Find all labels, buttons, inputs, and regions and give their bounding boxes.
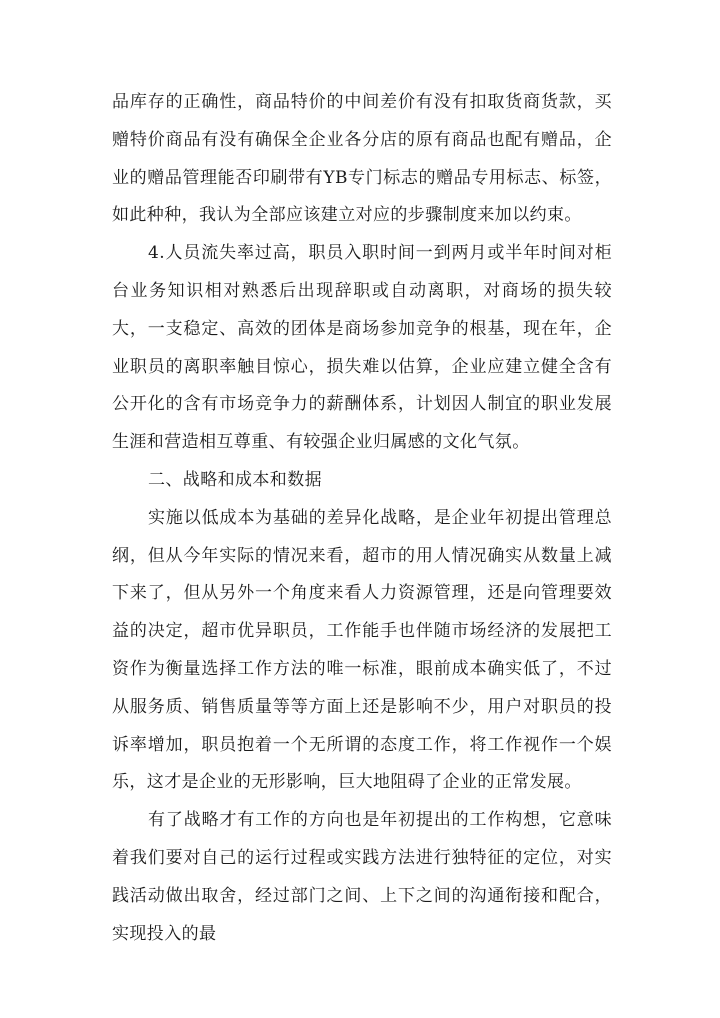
document-body xyxy=(112,84,612,953)
section-heading-strategy: 二、战略和成本和数据 xyxy=(148,469,322,490)
paragraph-continued-inventory: 品库存的正确性，商品特价的中间差价有没有扣取货商货款，买赠特价商品有没有确保全企业各分店的原有商品也配有赠品，企业的赠品管理能否印刷带有YB专门标志的赠品专用标志、标签，如此种种，我认为全部应该建立对应的步骤制度来加以约束。 xyxy=(112,92,612,226)
paragraph-work-direction: 有了战略才有工作的方向也是年初提出的工作构想，它意味着我们要对自己的运行过程或实践方法进行独特征的定位，对实践活动做出取舍，经过部门之间、上下之间的沟通衔接和配合，实现投入的最 xyxy=(112,810,612,944)
paragraph-low-cost-strategy: 实施以低成本为基础的差异化战略，是企业年初提出管理总纲，但从今年实际的情况来看，超市的用人情况确实从数量上减下来了，但从另外一个角度来看人力资源管理，还是向管理要效益的决定，超市优异职员，工作能手也伴随市场经济的发展把工资作为衡量选择工作方法的唯一标准，眼前成本确实低了，不过从服务质、销售质量等等方面上还是影响不少，用户对职员的投诉率增加，职员抱着一个无所谓的态度工作，将工作视作一个娱乐，这才是企业的无形影响，巨大地阻碍了企业的正常发展。 xyxy=(112,507,612,793)
paragraph-staff-turnover: 4.人员流失率过高，职员入职时间一到两月或半年时间对柜台业务知识相对熟悉后出现辞职或自动离职，对商场的损失较大，一支稳定、高效的团体是商场参加竞争的根基，现在年，企业职员的离职率触目惊心，损失难以估算，企业应建立健全含有公开化的含有市场竞争力的薪酬体系，计划因人制宜的职业发展生涯和营造相互尊重、有较强企业归属感的文化气氛。 xyxy=(112,243,612,453)
